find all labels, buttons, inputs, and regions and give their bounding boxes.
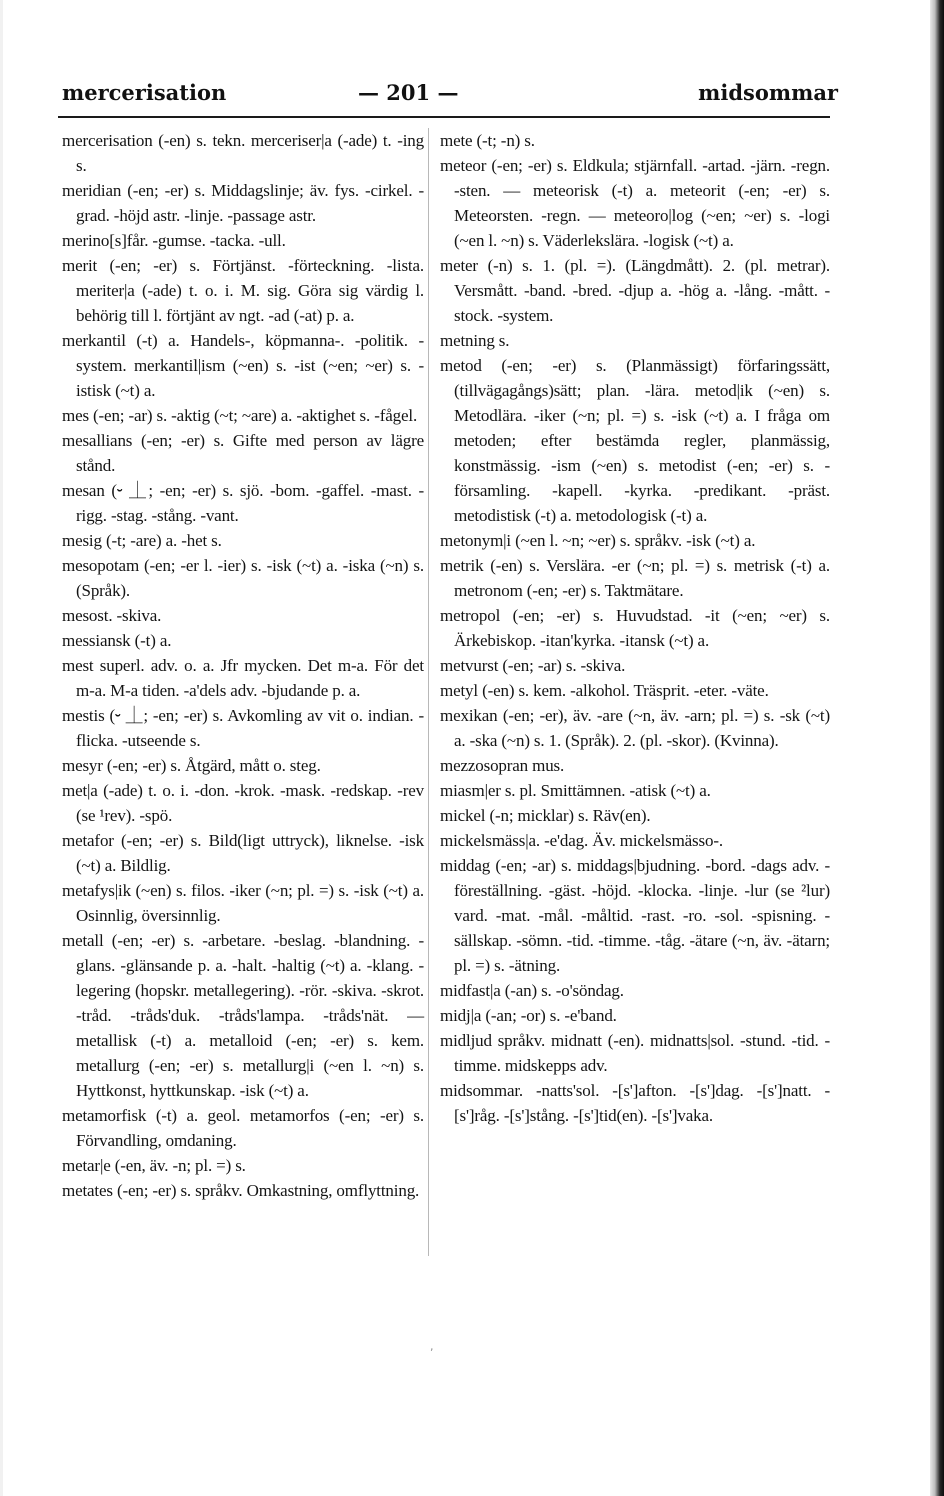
- dictionary-entry: metyl (-en) s. kem. -alkohol. Träsprit. -eter. -väte.: [440, 681, 769, 700]
- dictionary-entry: meridian (-en; -er) s. Middagslinje; äv. fys. -cirkel. -grad. -höjd astr. -linje. -passage astr.: [62, 181, 424, 225]
- dictionary-entry: mest superl. adv. o. a. Jfr mycken. Det m-a. För det m-a. M-a tiden. -a'dels adv. -bjudande p. a.: [62, 656, 424, 700]
- dictionary-entry: metar|e (-en, äv. -n; pl. =) s.: [62, 1156, 246, 1175]
- dictionary-entry: mesallians (-en; -er) s. Gifte med person av lägre stånd.: [62, 431, 424, 475]
- dictionary-entry: metropol (-en; -er) s. Huvudstad. -it (~en; ~er) s. Ärkebiskop. -itan'kyrka. -itansk (~t) a.: [440, 606, 830, 650]
- dictionary-entry: midljud språkv. midnatt (-en). midnatts|sol. -stund. -tid. -timme. midskepps adv.: [440, 1031, 830, 1075]
- stray-print-mark: ,: [430, 1340, 434, 1353]
- dictionary-entry: mercerisation (-en) s. tekn. merceriser|a (-ade) t. -ing s.: [62, 131, 424, 175]
- dictionary-entry: mickelsmäss|a. -e'dag. Äv. mickelsmässo-.: [440, 831, 723, 850]
- dictionary-entry: mickel (-n; micklar) s. Räv(en).: [440, 806, 651, 825]
- dictionary-entry: metning s.: [440, 331, 510, 350]
- dictionary-entry: messiansk (-t) a.: [62, 631, 172, 650]
- dictionary-entry: mesyr (-en; -er) s. Åtgärd, mått o. steg.: [62, 756, 321, 775]
- dictionary-entry: merino[s]får. -gumse. -tacka. -ull.: [62, 231, 286, 250]
- page-number: — 201 —: [358, 80, 459, 105]
- dictionary-entry: mete (-t; -n) s.: [440, 131, 535, 150]
- dictionary-entry: met|a (-ade) t. o. i. -don. -krok. -mask. -redskap. -rev (se ¹rev). -spö.: [62, 781, 424, 825]
- dictionary-entry: meter (-n) s. 1. (pl. =). (Längdmått). 2. (pl. metrar). Versmått. -band. -bred. -djup a. -hög a. -lång. -mått. -stock. -system.: [440, 256, 830, 325]
- header-first-word: mercerisation: [62, 80, 227, 105]
- dictionary-entry: midfast|a (-an) s. -o'söndag.: [440, 981, 624, 1000]
- page-binding-edge: [930, 0, 944, 1496]
- header-last-word: midsommar: [698, 80, 838, 105]
- dictionary-entry: mezzosopran mus.: [440, 756, 565, 775]
- dictionary-entry: mestis (⏑ ⏊; -en; -er) s. Avkomling av vit o. indian. -flicka. -utseende s.: [62, 706, 424, 750]
- dictionary-entry: metrik (-en) s. Verslära. -er (~n; pl. =) s. metrisk (-t) a. metronom (-en; -er) s. Taktmätare.: [440, 556, 830, 600]
- column-divider: [428, 128, 429, 1256]
- dictionary-entry: merit (-en; -er) s. Förtjänst. -förteckning. -lista. meriter|a (-ade) t. o. i. M. sig. Göra sig värdig l. behörig till l. förtjänt av ngt. -ad (-at) p. a.: [62, 256, 424, 325]
- dictionary-entry: mesost. -skiva.: [62, 606, 162, 625]
- dictionary-entry: metall (-en; -er) s. -arbetare. -beslag. -blandning. -glans. -glänsande p. a. -halt. -haltig (~t) a. -klang. -legering (hopskr. metallegering). -rör. -skiva. -skrot. -tråd. -tråds'duk. -tråds'lampa. -tråds'nät. — metallisk (-t) a. metalloid (-en; -er) s. kem. metallurg (-en; -er) s. metallurg|i (~en l. ~n) s. Hyttkonst, hyttkunskap. -isk (~t) a.: [62, 931, 424, 1100]
- dictionary-entry: metod (-en; -er) s. (Planmässigt) förfaringssätt, (tillvägagångs)sätt; plan. -lära. metod|ik (~en) s. Metodlära. -iker (~n; pl. =) s. -isk (~t) a. I fråga om metoden; efter bestämda regler, planmässig, konstmässig. -ism (~en) s. metodist (-en; -er) s. -församling. -kapell. -kyrka. -predikant. -präst. metodistisk (-t) a. metodologisk (-t) a.: [440, 356, 830, 525]
- running-header: [62, 80, 838, 116]
- dictionary-entry: metvurst (-en; -ar) s. -skiva.: [440, 656, 626, 675]
- dictionary-entry: metafor (-en; -er) s. Bild(ligt uttryck), liknelse. -isk (~t) a. Bildlig.: [62, 831, 424, 875]
- right-column: [440, 128, 830, 1128]
- dictionary-entry: mesopotam (-en; -er l. -ier) s. -isk (~t) a. -iska (~n) s. (Språk).: [62, 556, 424, 600]
- dictionary-entry: midsommar. -natts'sol. -[s']afton. -[s']dag. -[s']natt. -[s']råg. -[s']stång. -[s']tid(en). -[s']vaka.: [440, 1081, 830, 1125]
- dictionary-entry: mexikan (-en; -er), äv. -are (~n, äv. -arn; pl. =) s. -sk (~t) a. -ska (~n) s. 1. (Språk). 2. (pl. -skor). (Kvinna).: [440, 706, 830, 750]
- dictionary-entry: miasm|er s. pl. Smittämnen. -atisk (~t) a.: [440, 781, 711, 800]
- dictionary-entry: merkantil (-t) a. Handels-, köpmanna-. -politik. -system. merkantil|ism (~en) s. -ist (~en; ~er) s. -istisk (~t) a.: [62, 331, 424, 400]
- dictionary-entry: metafys|ik (~en) s. filos. -iker (~n; pl. =) s. -isk (~t) a. Osinnlig, översinnlig.: [62, 881, 424, 925]
- page-left-edge: [0, 0, 3, 1496]
- dictionary-entry: mesig (-t; -are) a. -het s.: [62, 531, 222, 550]
- dictionary-entry: metamorfisk (-t) a. geol. metamorfos (-en; -er) s. Förvandling, omdaning.: [62, 1106, 424, 1150]
- dictionary-entry: metonym|i (~en l. ~n; ~er) s. språkv. -isk (~t) a.: [440, 531, 756, 550]
- dictionary-entry: meteor (-en; -er) s. Eldkula; stjärnfall. -artad. -järn. -regn. -sten. — meteorisk (-t) a. meteorit (-en; -er) s. Meteorsten. -regn. — meteoro|log (~en; ~er) s. -logi (~en l. ~n) s. Väderlekslära. -logisk (~t) a.: [440, 156, 830, 250]
- dictionary-entry: middag (-en; -ar) s. middags|bjudning. -bord. -dags adv. -föreställning. -gäst. -höjd. -klocka. -linje. -lur (se ²lur) vard. -mat. -mål. -måltid. -rast. -ro. -sol. -spisning. -sällskap. -sömn. -tid. -timme. -tåg. -ätare (~n, äv. -ätarn; pl. =) s. -ätning.: [440, 856, 830, 975]
- dictionary-entry: mes (-en; -ar) s. -aktig (~t; ~are) a. -aktighet s. -fågel.: [62, 406, 418, 425]
- dictionary-entry: midj|a (-an; -or) s. -e'band.: [440, 1006, 617, 1025]
- header-rule: [58, 116, 830, 118]
- left-column: [62, 128, 424, 1203]
- dictionary-entry: mesan (⏑ ⏊; -en; -er) s. sjö. -bom. -gaffel. -mast. -rigg. -stag. -stång. -vant.: [62, 481, 424, 525]
- dictionary-entry: metates (-en; -er) s. språkv. Omkastning, omflyttning.: [62, 1181, 420, 1200]
